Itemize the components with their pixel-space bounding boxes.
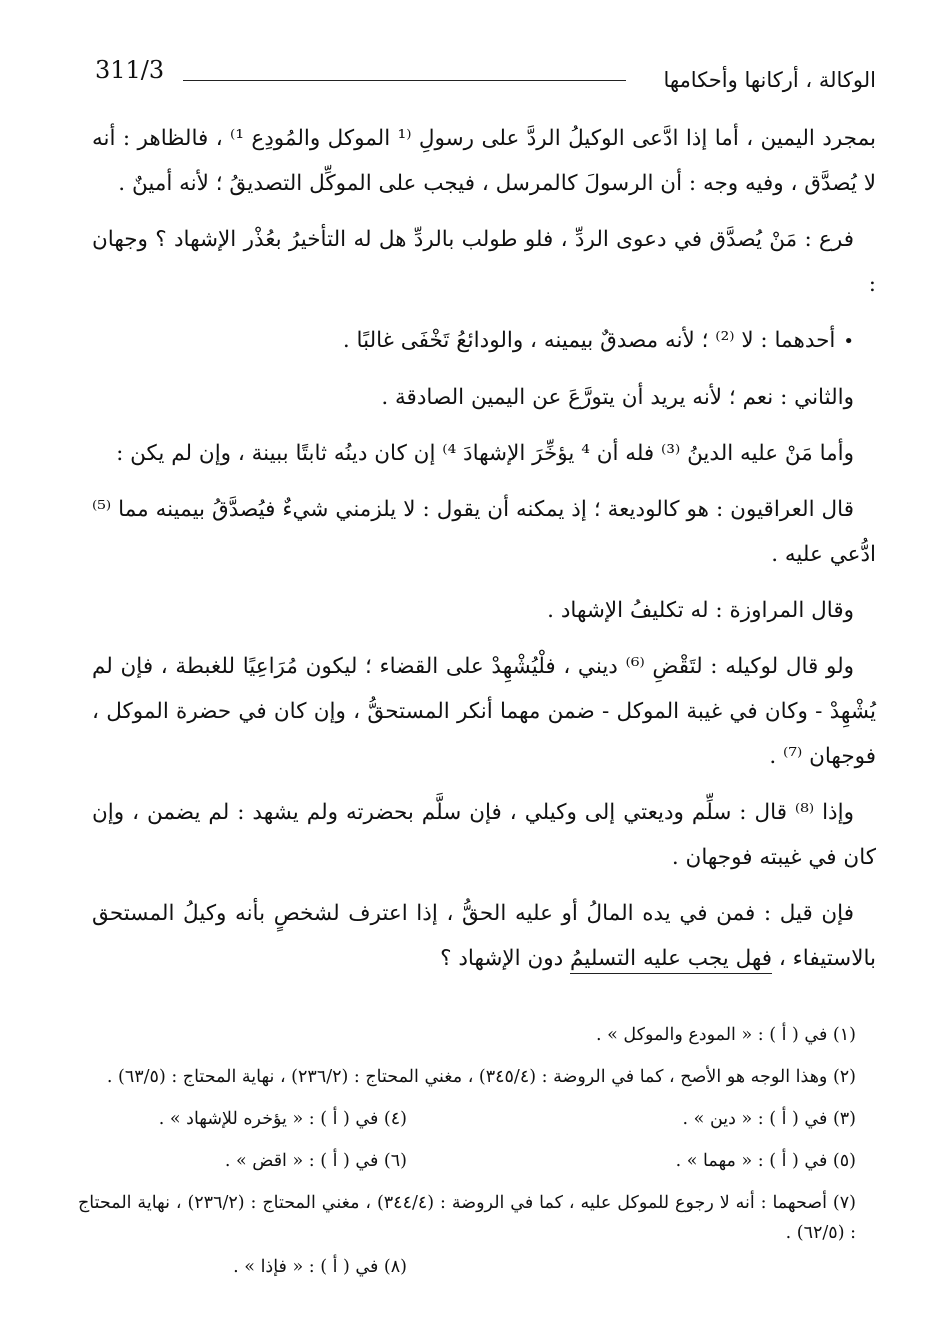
- paragraph-2: فرع : مَنْ يُصدَّق في دعوى الردِّ ، فلو طولب بالردِّ هل له التأخيرُ بعُذْر الإشهاد ؟ وجهان :: [92, 227, 876, 297]
- paragraph-3-text: أحدهما : لا ⁽²⁾ ؛ لأنه مصدقٌ بيمينه ، والودائعُ تَخْفَى غالبًا .: [342, 328, 836, 353]
- footnote-1: (١) في ( أ ) : « المودع والموكل » .: [595, 1025, 856, 1045]
- page-header: [95, 56, 876, 96]
- footnote-3: (٣) في ( أ ) : « دين » .: [682, 1109, 856, 1129]
- footnote-2: (٢) وهذا الوجه هو الأصح ، كما في الروضة : (٣٤٥/٤) ، مغني المحتاج : (٢٣٦/٢) ، نهاية المحتاج : (٦٣/٥) .: [106, 1067, 856, 1087]
- footnote-row-3-4: [78, 1104, 856, 1134]
- paragraph-5: وأما مَنْ عليه الدينُ ⁽³⁾ فله أن ⁴ يؤخِّرَ الإشهادَ ⁴⁾ إن كان دينُه ثابتًا ببينة ، وإن لم يكن :: [116, 441, 854, 466]
- footnote-row-5-6: [78, 1146, 856, 1176]
- running-title: الوكالة ، أركانها وأحكامها: [663, 68, 876, 92]
- paragraph-4: والثاني : نعم ؛ لأنه يريد أن يتورَّعَ عن اليمين الصادقة .: [381, 385, 854, 410]
- main-text: [92, 116, 876, 992]
- footnote-row-8: [78, 1252, 856, 1282]
- footnote-4: (٤) في ( أ ) : « يؤخره للإشهاد » .: [158, 1109, 407, 1129]
- footnote-8: (٨) في ( أ ) : « فإذا » .: [233, 1257, 407, 1277]
- paragraph-3: [92, 318, 876, 364]
- paragraph-10: [92, 891, 876, 981]
- paragraph-8: ولو قال لوكيله : لتَقْضِ ⁽⁶⁾ ديني ، فلْيُشْهِدْ على القضاء ؛ ليكون مُرَاعِيًا للغبطة ، فإن لم يُشْهِدْ - وكان في غيبة الموكل - ضمن مهما أنكر المستحقُّ ، وإن كان في حضرة الموكل ، فوجهان ⁽⁷⁾ .: [92, 654, 876, 769]
- paragraph-10-end: دون الإشهاد ؟: [440, 946, 571, 971]
- paragraph-1: بمجرد اليمين ، أما إذا ادَّعى الوكيلُ الردَّ على رسولِ ⁽¹ الموكل والمُودِع ¹⁾ ، فالظاهر : أنه لا يُصدَّق ، وفيه وجه : أن الرسولَ كالمرسل ، فيجب على الموكِّل التصديقُ ؛ لأنه أمينٌ .: [92, 126, 876, 196]
- footnote-7: (٧) أصحهما : أنه لا رجوع للموكل عليه ، كما في الروضة : (٣٤٤/٤) ، مغني المحتاج : (٢٣٦/٢) ، نهاية المحتاج : (٦٢/٥) .: [78, 1193, 856, 1243]
- bullet-mark: •: [843, 331, 854, 352]
- footnote-8-spacer: [467, 1252, 856, 1282]
- footnote-6: (٦) في ( أ ) : « اقض » .: [224, 1151, 407, 1171]
- footnote-5: (٥) في ( أ ) : « مهما » .: [675, 1151, 856, 1171]
- paragraph-9: وإذا ⁽⁸⁾ قال : سلِّم وديعتي إلى وكيلي ، فإن سلَّم بحضرته ولم يشهد : لم يضمن ، وإن كان في غيبته فوجهان .: [92, 800, 876, 870]
- paragraph-10-start: فإن قيل : فمن في يده المالُ أو عليه الحقُّ ، إذا اعترف لشخصٍ بأنه وكيلُ المستحق بالاستيفاء ،: [92, 901, 876, 971]
- paragraph-7: وقال المراوزة : له تكليفُ الإشهاد .: [547, 598, 854, 623]
- footnotes: [78, 1020, 856, 1294]
- page-number: 311/3: [95, 56, 165, 84]
- header-rule: [183, 80, 626, 81]
- underlined-phrase: فهل يجب عليه التسليمُ: [570, 946, 772, 974]
- paragraph-6: قال العراقيون : هو كالوديعة ؛ إذ يمكنه أن يقول : لا يلزمني شيءٌ فيُصدَّقُ بيمينه مما ⁽⁵⁾ ادُّعي عليه .: [92, 497, 876, 567]
